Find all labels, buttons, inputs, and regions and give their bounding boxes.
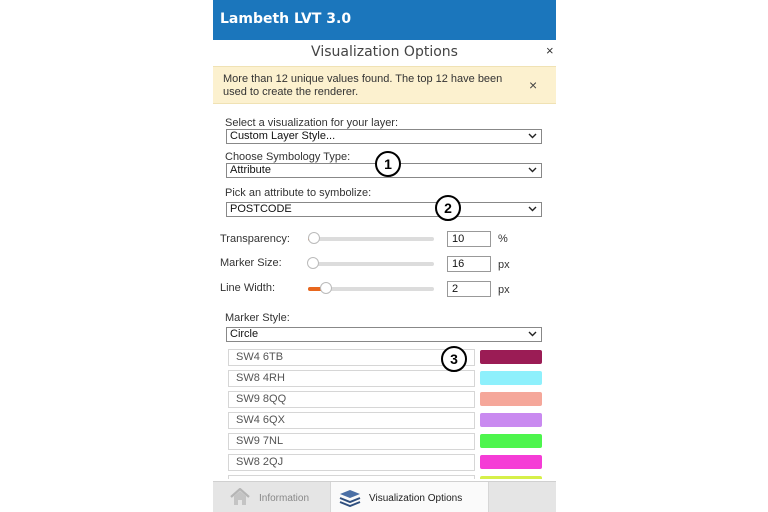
chevron-down-icon [528,167,537,173]
color-swatch[interactable] [480,392,542,406]
list-item [228,412,543,429]
callout-marker-2: 2 [435,195,461,221]
chevron-down-icon [528,331,537,337]
color-swatch[interactable] [480,350,542,364]
unique-value-list [228,349,543,479]
list-item [228,433,543,450]
value-label: SW8 4RH [228,370,475,387]
marker-size-slider-thumb[interactable] [307,257,319,269]
value-label: SW9 7NL [228,433,475,450]
notice-close-icon[interactable]: × [529,77,538,93]
color-swatch[interactable] [480,434,542,448]
home-icon [229,488,251,506]
color-swatch[interactable] [480,413,542,427]
list-item [228,370,543,387]
value-label: SW4 6TB [228,349,475,366]
line-width-slider-thumb[interactable] [320,282,332,294]
value-label: SW9 8QQ [228,391,475,408]
callout-marker-3: 3 [441,346,467,372]
symbology-select-label: Choose Symbology Type: [225,151,351,163]
marker-size-label: Marker Size: [220,257,282,269]
visualization-select[interactable] [226,129,542,144]
attribute-select[interactable] [226,202,542,217]
panel-close-icon[interactable]: × [546,43,554,58]
color-swatch[interactable] [480,455,542,469]
list-item [228,391,543,408]
marker-size-unit: px [498,259,510,271]
attribute-select-label: Pick an attribute to symbolize: [225,187,372,199]
chevron-down-icon [528,206,537,212]
chevron-down-icon [528,133,537,139]
transparency-slider-thumb[interactable] [308,232,320,244]
notice-banner [213,66,556,104]
symbology-select-value: Attribute [230,164,271,176]
transparency-label: Transparency: [220,233,290,245]
color-swatch[interactable] [480,371,542,385]
marker-style-label: Marker Style: [225,312,290,324]
callout-marker-1: 1 [375,151,401,177]
panel-title: Visualization Options [311,44,458,60]
visualization-panel [213,0,556,512]
attribute-select-value: POSTCODE [230,203,292,215]
transparency-unit: % [498,233,508,245]
line-width-slider[interactable] [308,287,434,291]
bottom-tab-bar [213,481,556,512]
app-header [213,0,556,40]
value-label: SW8 2QJ [228,454,475,471]
marker-style-select-value: Circle [230,328,259,340]
line-width-input[interactable] [447,281,491,297]
tab-information[interactable] [223,482,330,512]
transparency-slider[interactable] [308,237,434,241]
marker-size-input[interactable] [447,256,491,272]
tab-visualization-options-label: Visualization Options [369,493,463,504]
line-width-unit: px [498,284,510,296]
value-label: SW4 6QX [228,412,475,429]
list-item [228,454,543,471]
marker-size-slider[interactable] [308,262,434,266]
notice-text: More than 12 unique values found. The top 12 have been used to create the renderer. [223,73,503,98]
tab-visualization-options[interactable] [330,482,489,512]
list-item [228,475,543,479]
marker-style-select[interactable] [226,327,542,342]
tab-information-label: Information [259,493,310,504]
visualization-select-label: Select a visualization for your layer: [225,117,399,129]
list-item [228,349,543,366]
color-swatch[interactable] [480,476,542,479]
visualization-select-value: Custom Layer Style... [230,130,336,142]
app-title: Lambeth LVT 3.0 [220,11,352,27]
layers-icon [338,489,362,507]
value-label [228,475,475,479]
transparency-input[interactable] [447,231,491,247]
line-width-label: Line Width: [220,282,276,294]
